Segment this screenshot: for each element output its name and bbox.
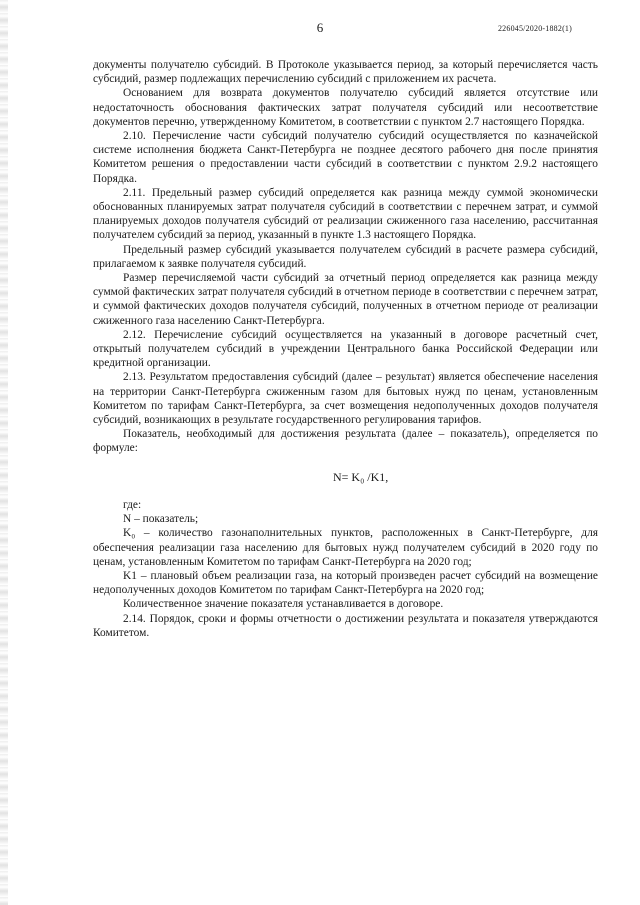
definition-n: N – показатель; [123, 513, 199, 526]
paragraph-2-13: 2.13. Результатом предоставления субсидий (далее – результат) является обеспечение населения на территории Санкт-Петербурга сжиженным газом для бытовых нужд по ценам, установленным Комитетом по тарифам Санкт-Петербурга, за счет возмещения недополученных доходов получателя субсидий, возникающих в результате государственного регулирования тарифов. [93, 371, 598, 427]
paragraph-indicator: Показатель, необходимый для достижения результата (далее – показатель), определяется по формуле: [93, 428, 598, 455]
paragraph-2-14: 2.14. Порядок, сроки и формы отчетности о достижении результата и показателя утверждаются Комитетом. [93, 612, 598, 639]
paragraph-2-12: 2.12. Перечисление субсидий осуществляется на указанный в договоре расчетный счет, открытый получателем субсидий в учреждении Центрального банка Российской Федерации или кредитной организации. [93, 328, 598, 370]
document-id: 226045/2020-1882(1) [497, 24, 572, 33]
paragraph-quantity: Количественное значение показателя устанавливается в договоре. [123, 598, 444, 611]
paragraph-2-10: 2.10. Перечисление части субсидий получателю субсидий осуществляется по казначейской системе исполнения бюджета Санкт-Петербурга не позднее десятого рабочего дня после принятия Комитетом решения о предоставлении части субсидий в соответствии с пунктом 2.9.2 настоящего Порядка. [93, 130, 598, 185]
definition-k0: K₀ – количество газонаполнительных пунктов, расположенных в Санкт-Петербурге, для обеспечения реализации газа населению для бытовых нужд получателем субсидий в 2020 году по ценам, установленным Комитетом по тарифам Санкт-Петербурга на 2020 год; [93, 527, 598, 568]
page-number: 6 [316, 20, 324, 35]
formula: N= K₀ /K1, [333, 469, 389, 484]
paragraph-transfer-size: Размер перечисляемой части субсидий за отчетный период определяется как разница между суммой фактических затрат получателя субсидий в отчетном периоде в соответствии с перечнем затрат, и суммой фактических доходов получателя субсидий, полученных в отчетном периоде от реализации сжиженного газа населению Санкт-Петербурга. [93, 272, 598, 327]
paragraph-continuation: документы получателю субсидий. В Протоколе указывается период, за который перечисляется часть субсидий, размер подлежащих перечислению субсидий с приложением их расчета. [93, 59, 598, 86]
paragraph-2-11: 2.11. Предельный размер субсидий определяется как разница между суммой экономически обоснованных планируемых затрат получателя субсидий в соответствии с перечнем затрат, и суммой планируемых доходов получателя субсидий от реализации сжиженного газа населению, рассчитанная получателем субсидий за период, указанный в пункте 1.3 настоящего Порядка. [93, 186, 598, 242]
definitions-where: где: [123, 498, 142, 511]
document-body [93, 58, 598, 640]
definition-k1: K1 – плановый объем реализации газа, на который произведен расчет субсидий на возмещение недополученных доходов Комитетом по тарифам Санкт-Петербурга на 2020 год; [93, 569, 598, 597]
paragraph-return-grounds: Основанием для возврата документов получателю субсидий является отсутствие или недостаточность обоснования фактических затрат получателя субсидий или несоответствие документов перечню, утвержденному Комитетом, в соответствии с пунктом 2.7 настоящего Порядка. [93, 87, 598, 128]
paragraph-limit-size: Предельный размер субсидий указывается получателем субсидий в расчете размера субсидий, прилагаемом к заявке получателя субсидий. [93, 243, 598, 270]
scan-edge-artifact [0, 0, 8, 905]
